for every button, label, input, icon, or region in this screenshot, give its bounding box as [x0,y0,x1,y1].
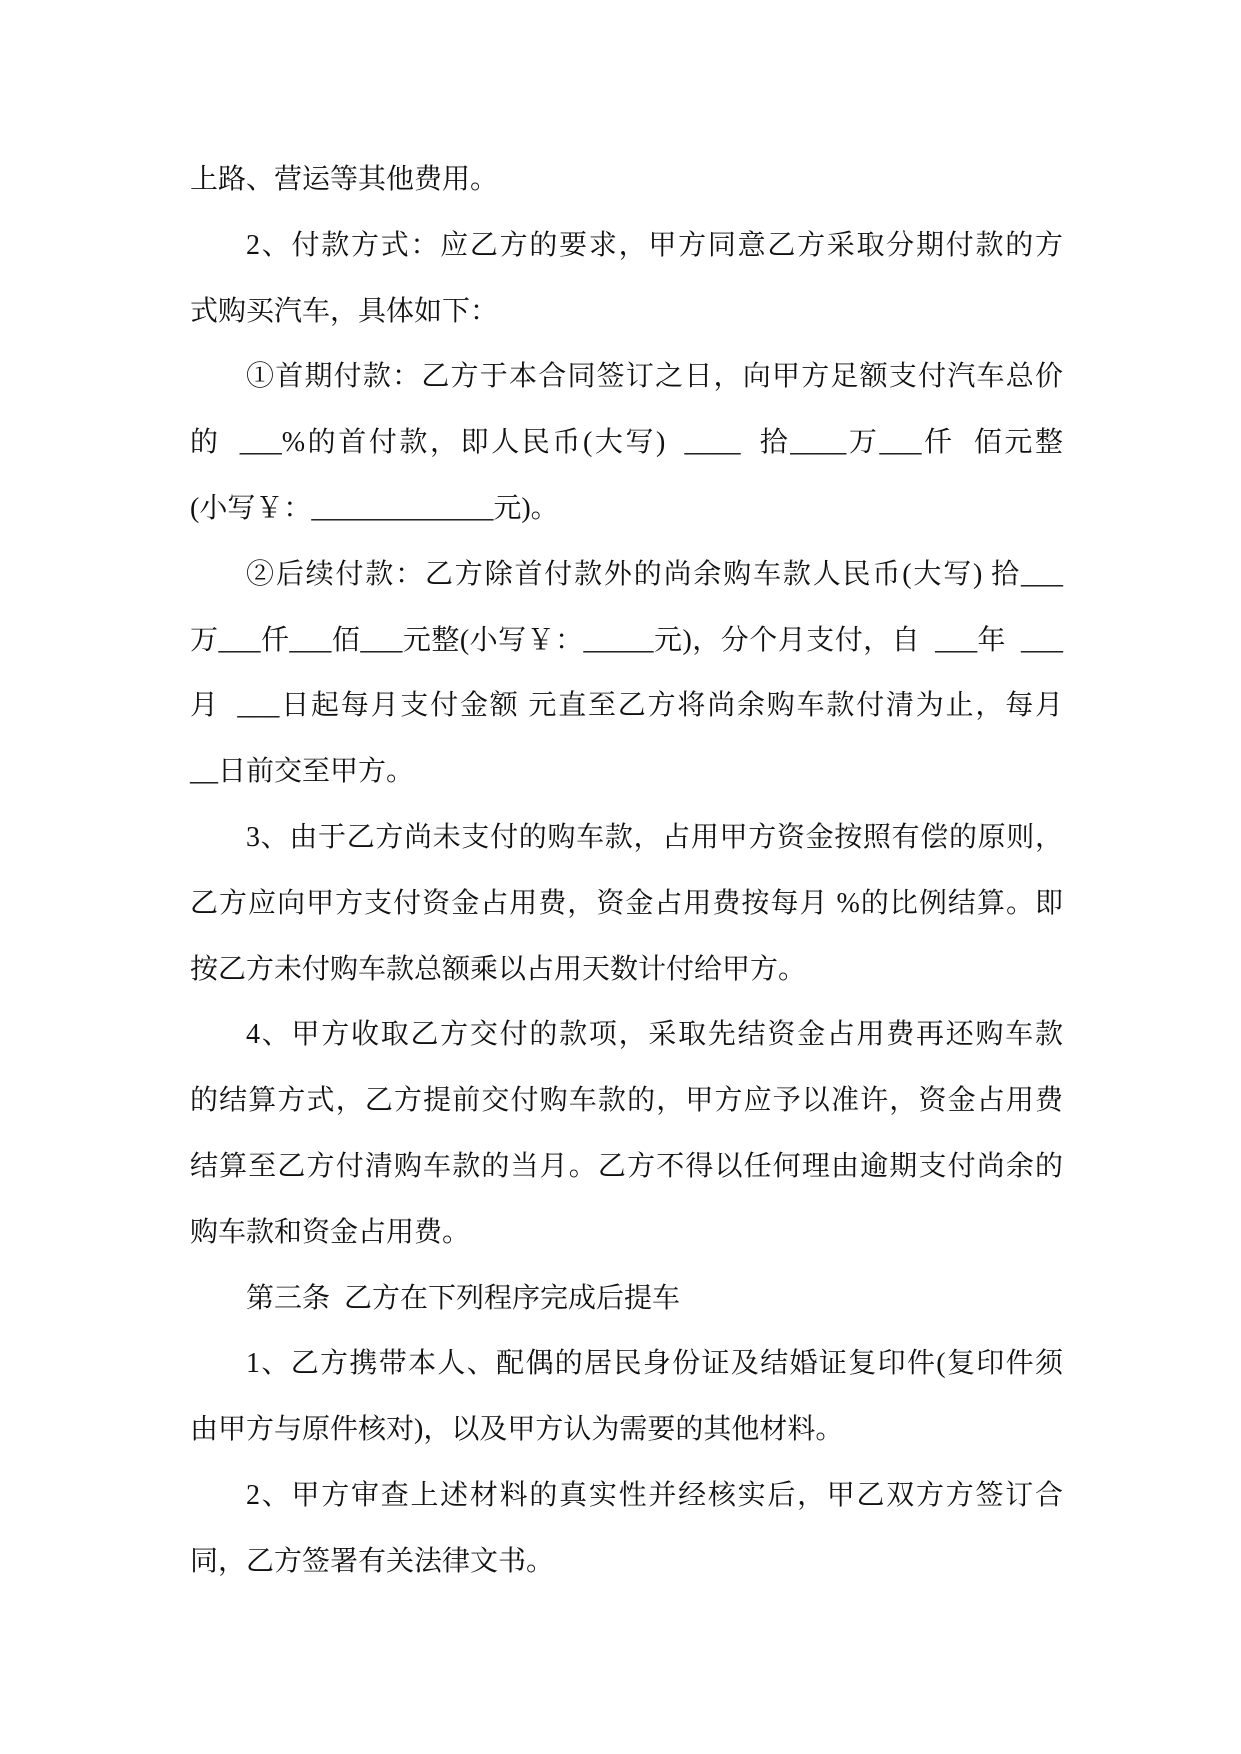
text-line: 的结算方式，乙方提前交付购车款的，甲方应予以准许，资金占用费 [190,1085,1063,1117]
text-line: 2、付款方式：应乙方的要求，甲方同意乙方采取分期付款的方 [246,229,1063,261]
contract-body [190,147,1063,1595]
text-line: (小写￥：_____________元)。 [190,492,559,524]
text-line: 上路、营运等其他费用。 [190,164,499,195]
text-line: 同，乙方签署有关法律文书。 [190,1545,555,1577]
text-line: 第三条 乙方在下列程序完成后提车 [246,1282,681,1314]
contract-signing-paragraph [190,1463,1063,1595]
text-line: 式购买汽车，具体如下： [190,295,499,327]
text-line: 由甲方与原件核对)，以及甲方认为需要的其他材料。 [190,1414,844,1446]
text-line: ②后续付款：乙方除首付款外的尚余购车款人民币(大写) 拾___ [246,558,1063,590]
text-line: 2、甲方审查上述材料的真实性并经核实后，甲乙双方方签订合 [246,1479,1063,1511]
text-line: 结算至乙方付清购车款的当月。乙方不得以任何理由逾期支付尚余的 [190,1150,1063,1182]
text-line: 月 ___日起每月支付金额 元直至乙方将尚余购车款付清为止，每月 [190,690,1063,722]
text-line: 万___仟___佰___元整(小写￥：_____元)，分个月支付，自 ___年 ___ [190,624,1063,656]
text-line: 购车款和资金占用费。 [190,1216,471,1248]
text-line: 1、乙方携带本人、配偶的居民身份证及结婚证复印件(复印件须 [246,1348,1063,1380]
down-payment-paragraph [190,344,1063,541]
required-documents-paragraph [190,1331,1063,1463]
text-line: 乙方应向甲方支付资金占用费，资金占用费按每月 %的比例结算。即 [190,887,1063,919]
continuation-paragraph [190,147,1063,213]
text-line: 的 ___%的首付款，即人民币(大写) ____ 拾____万___仟 佰元整 [190,427,1063,459]
text-line: 3、由于乙方尚未支付的购车款，占用甲方资金按照有偿的原则， [246,821,1063,853]
subsequent-payment-paragraph [190,542,1063,805]
article-3-heading [190,1266,1063,1332]
text-line: ①首期付款：乙方于本合同签订之日，向甲方足额支付汽车总价 [246,361,1063,393]
capital-occupation-fee-paragraph [190,805,1063,1002]
text-line: __日前交至甲方。 [190,756,415,788]
payment-method-paragraph [190,213,1063,345]
text-line: 按乙方未付购车款总额乘以占用天数计付给甲方。 [190,953,807,985]
settlement-method-paragraph [190,1002,1063,1265]
text-line: 4、甲方收取乙方交付的款项，采取先结资金占用费再还购车款 [246,1019,1063,1051]
